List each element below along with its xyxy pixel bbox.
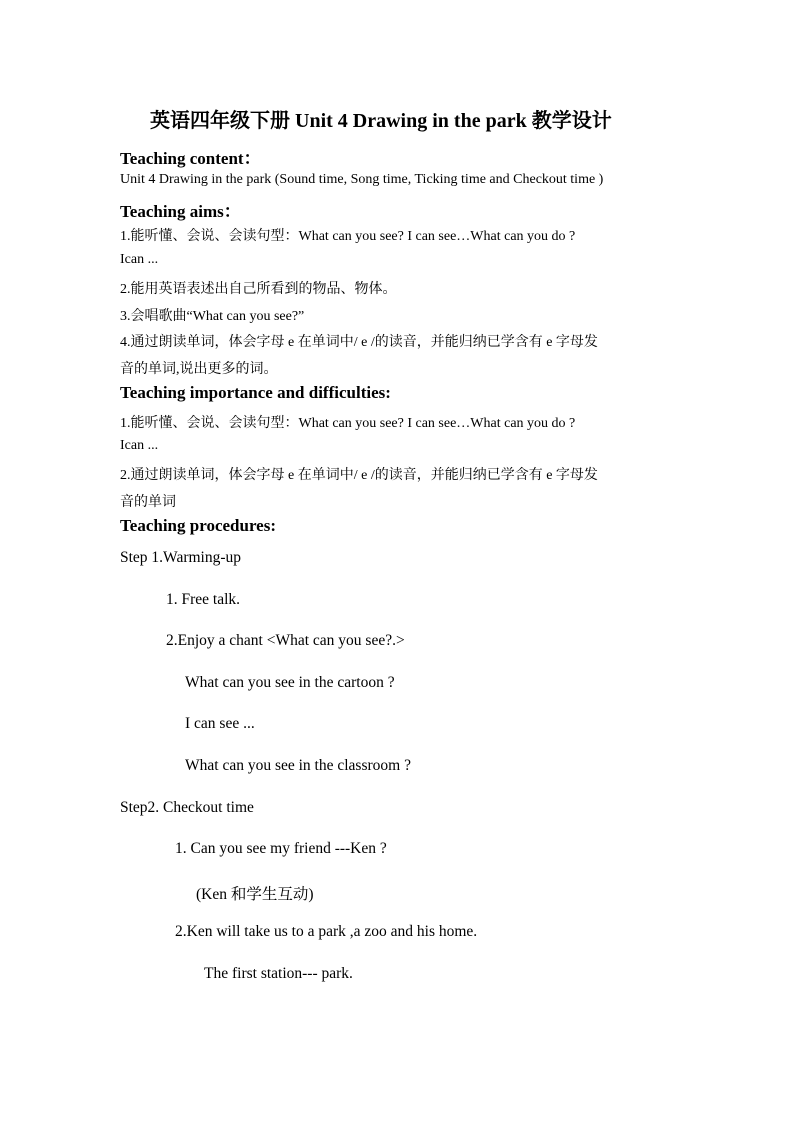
step1-item: 2.Enjoy a chant <What can you see?.> — [166, 632, 405, 649]
aims-line: Ican ... — [120, 252, 159, 267]
teaching-aims-heading: Teaching aims： — [120, 202, 241, 221]
aims-line: 1.能听懂、会说、会读句型：What can you see? I can see…What can you do ? — [120, 229, 576, 244]
chant-line: What can you see in the classroom ? — [185, 757, 411, 774]
chant-line: What can you see in the cartoon ? — [185, 674, 395, 691]
importance-heading: Teaching importance and difficulties: — [120, 383, 391, 402]
importance-line: 音的单词 — [120, 495, 176, 510]
aims-line: 4.通过朗读单词，体会字母 e 在单词中/ e /的读音，并能归纳已学含有 e 字母发 — [120, 335, 598, 350]
aims-line: 音的单词,说出更多的词。 — [120, 362, 278, 377]
document-title: 英语四年级下册 Unit 4 Drawing in the park 教学设计 — [150, 110, 612, 132]
importance-line: Ican ... — [120, 438, 159, 453]
teaching-content-text: Unit 4 Drawing in the park (Sound time, Song time, Ticking time and Checkout time ) — [120, 172, 604, 187]
importance-line: 2.通过朗读单词，体会字母 e 在单词中/ e /的读音，并能归纳已学含有 e 字母发 — [120, 468, 598, 483]
chant-line: I can see ... — [185, 715, 255, 732]
step2-item: 1. Can you see my friend ---Ken ? — [175, 840, 387, 857]
teaching-content-heading: Teaching content： — [120, 149, 261, 168]
step2-item: 2.Ken will take us to a park ,a zoo and his home. — [175, 923, 478, 940]
importance-line: 1.能听懂、会说、会读句型：What can you see? I can see…What can you do ? — [120, 416, 576, 431]
step1-heading: Step 1.Warming-up — [120, 549, 242, 566]
step2-note: The first station--- park. — [204, 965, 353, 982]
step1-item: 1. Free talk. — [166, 591, 241, 608]
aims-line: 2.能用英语表述出自己所看到的物品、物体。 — [120, 282, 397, 297]
aims-line: 3.会唱歌曲“What can you see?” — [120, 309, 305, 324]
step2-note: (Ken 和学生互动) — [196, 886, 314, 903]
step2-heading: Step2. Checkout time — [120, 799, 254, 816]
procedures-heading: Teaching procedures: — [120, 516, 277, 535]
